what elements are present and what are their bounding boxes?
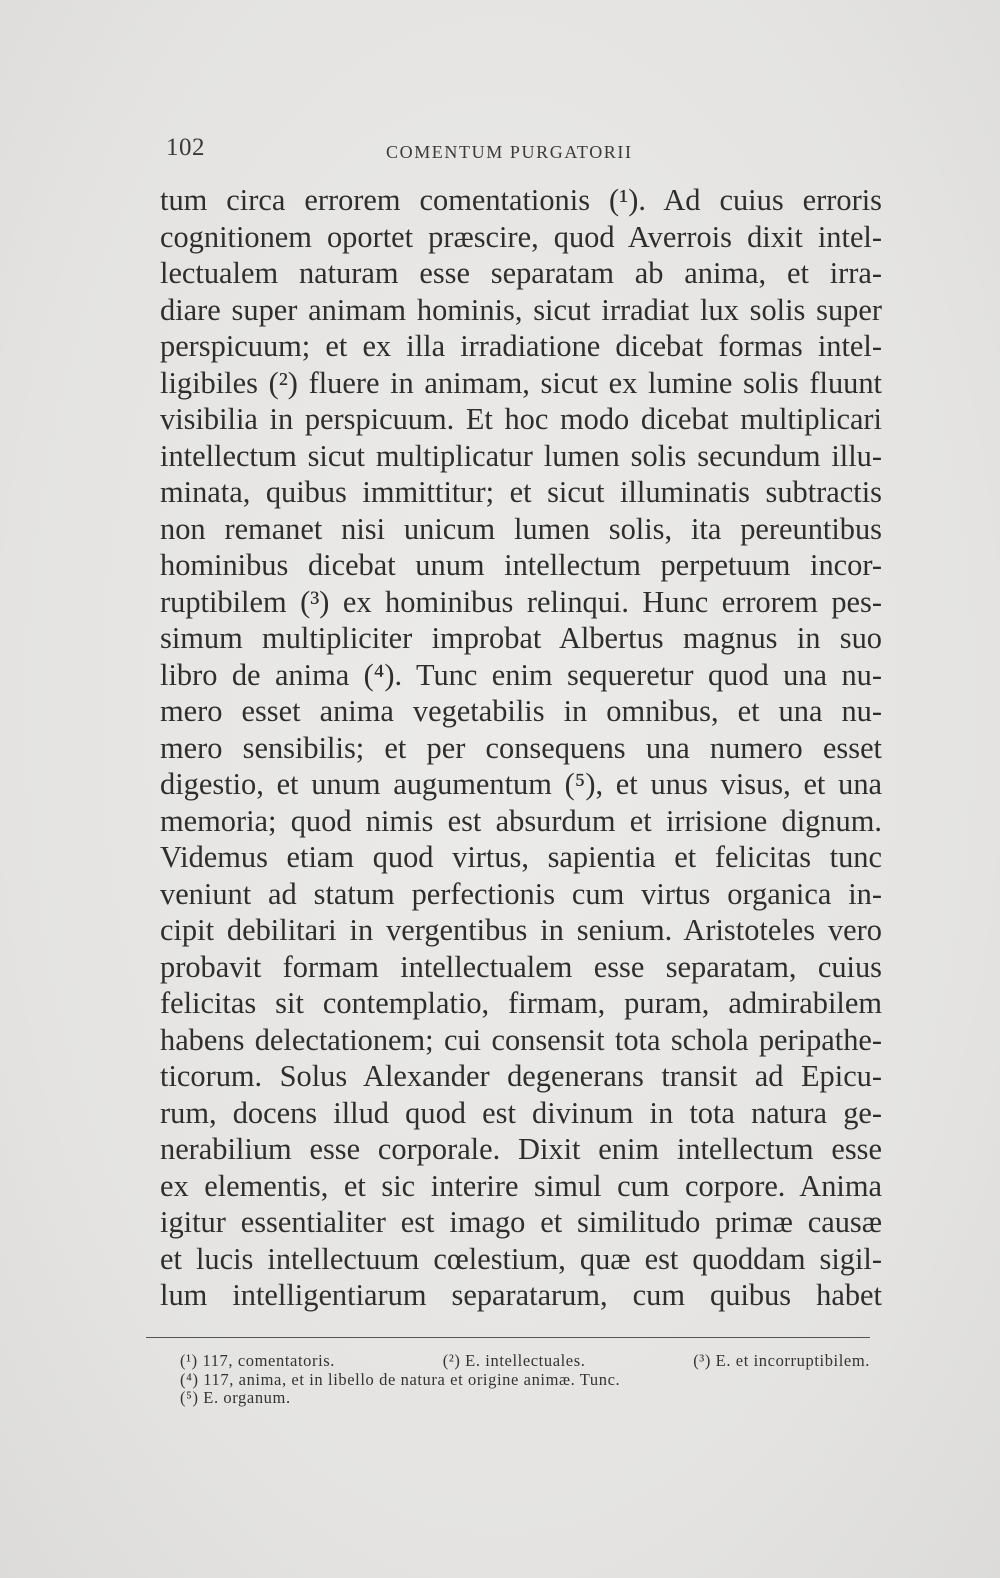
text-line: diare super animam hominis, sicut irradiat lux solis super <box>160 292 882 327</box>
footnote-row <box>180 1371 870 1390</box>
text-line: et lucis intellectuum cœlestium, quæ est quoddam sigil- <box>160 1241 882 1276</box>
page-number: 102 <box>166 134 205 161</box>
body-text <box>160 182 882 1314</box>
text-line: ticorum. Solus Alexander degenerans transit ad Epicu- <box>160 1059 882 1093</box>
text-line: libro de anima (⁴). Tunc enim sequeretur quod una nu- <box>160 657 882 692</box>
text-line: felicitas sit contemplatio, firmam, puram, admirabilem <box>160 986 882 1020</box>
text-line: Videmus etiam quod virtus, sapientia et felicitas tunc <box>160 840 882 874</box>
text-line: veniunt ad statum perfectionis cum virtus organica in- <box>160 876 882 911</box>
text-line: habens delectationem; cui consensit tota schola peripathe- <box>160 1022 882 1057</box>
footnote-2: (²) E. intellectuales. <box>442 1351 586 1370</box>
footnote-row <box>180 1352 870 1371</box>
text-line: tum circa errorem comentationis (¹). Ad cuius erroris <box>160 183 882 217</box>
text-line: digestio, et unum augumentum (⁵), et unus visus, et una <box>160 767 882 801</box>
running-title: COMENTUM PURGATORII <box>386 142 633 162</box>
footnote-1: (¹) 117, comentatoris. <box>180 1351 335 1370</box>
text-line: perspicuum; et ex illa irradiatione dicebat formas intel- <box>160 329 882 363</box>
text-line: ruptibilem (³) ex hominibus relinqui. Hunc errorem pes- <box>160 584 882 619</box>
text-line: non remanet nisi unicum lumen solis, ita pereuntibus <box>160 511 882 546</box>
footnote-3: (³) E. et incorruptibilem. <box>693 1351 870 1370</box>
page-header <box>166 134 878 168</box>
text-line: cognitionem oportet præscire, quod Averrois dixit intel- <box>160 219 882 254</box>
footnote-4: (⁴) 117, anima, et in libello de natura et origine animæ. Tunc. <box>180 1369 621 1389</box>
text-line: ligibiles (²) fluere in animam, sicut ex lumine solis fluunt <box>160 365 882 400</box>
text-line: probavit formam intellectualem esse separatam, cuius <box>160 949 882 984</box>
footnote-5: (⁵) E. organum. <box>180 1388 291 1407</box>
footnote-row <box>180 1389 870 1408</box>
text-line: minata, quibus immittitur; et sicut illuminatis subtractis <box>160 475 882 509</box>
text-line: cipit debilitari in vergentibus in senium. Aristoteles vero <box>160 913 882 947</box>
text-line: rum, docens illud quod est divinum in tota natura ge- <box>160 1095 882 1130</box>
text-line: memoria; quod nimis est absurdum et irrisione dignum. <box>160 803 882 838</box>
text-line: lectualem naturam esse separatam ab anima, et irra- <box>160 256 882 290</box>
text-line: mero esset anima vegetabilis in omnibus, et una nu- <box>160 694 882 728</box>
footnote-divider <box>146 1337 870 1338</box>
text-line: visibilia in perspicuum. Et hoc modo dicebat multiplicari <box>160 402 882 436</box>
footnotes <box>180 1352 870 1408</box>
text-line: hominibus dicebat unum intellectum perpetuum incor- <box>160 548 882 582</box>
text-line: intellectum sicut multiplicatur lumen solis secundum illu- <box>160 438 882 473</box>
text-line: mero sensibilis; et per consequens una numero esset <box>160 730 882 765</box>
text-line: igitur essentialiter est imago et similitudo primæ causæ <box>160 1205 882 1239</box>
text-line: simum multipliciter improbat Albertus magnus in suo <box>160 621 882 655</box>
text-line: ex elementis, et sic interire simul cum corpore. Anima <box>160 1168 882 1203</box>
text-line: nerabilium esse corporale. Dixit enim intellectum esse <box>160 1132 882 1166</box>
text-line: lum intelligentiarum separatarum, cum quibus habet <box>160 1278 882 1312</box>
